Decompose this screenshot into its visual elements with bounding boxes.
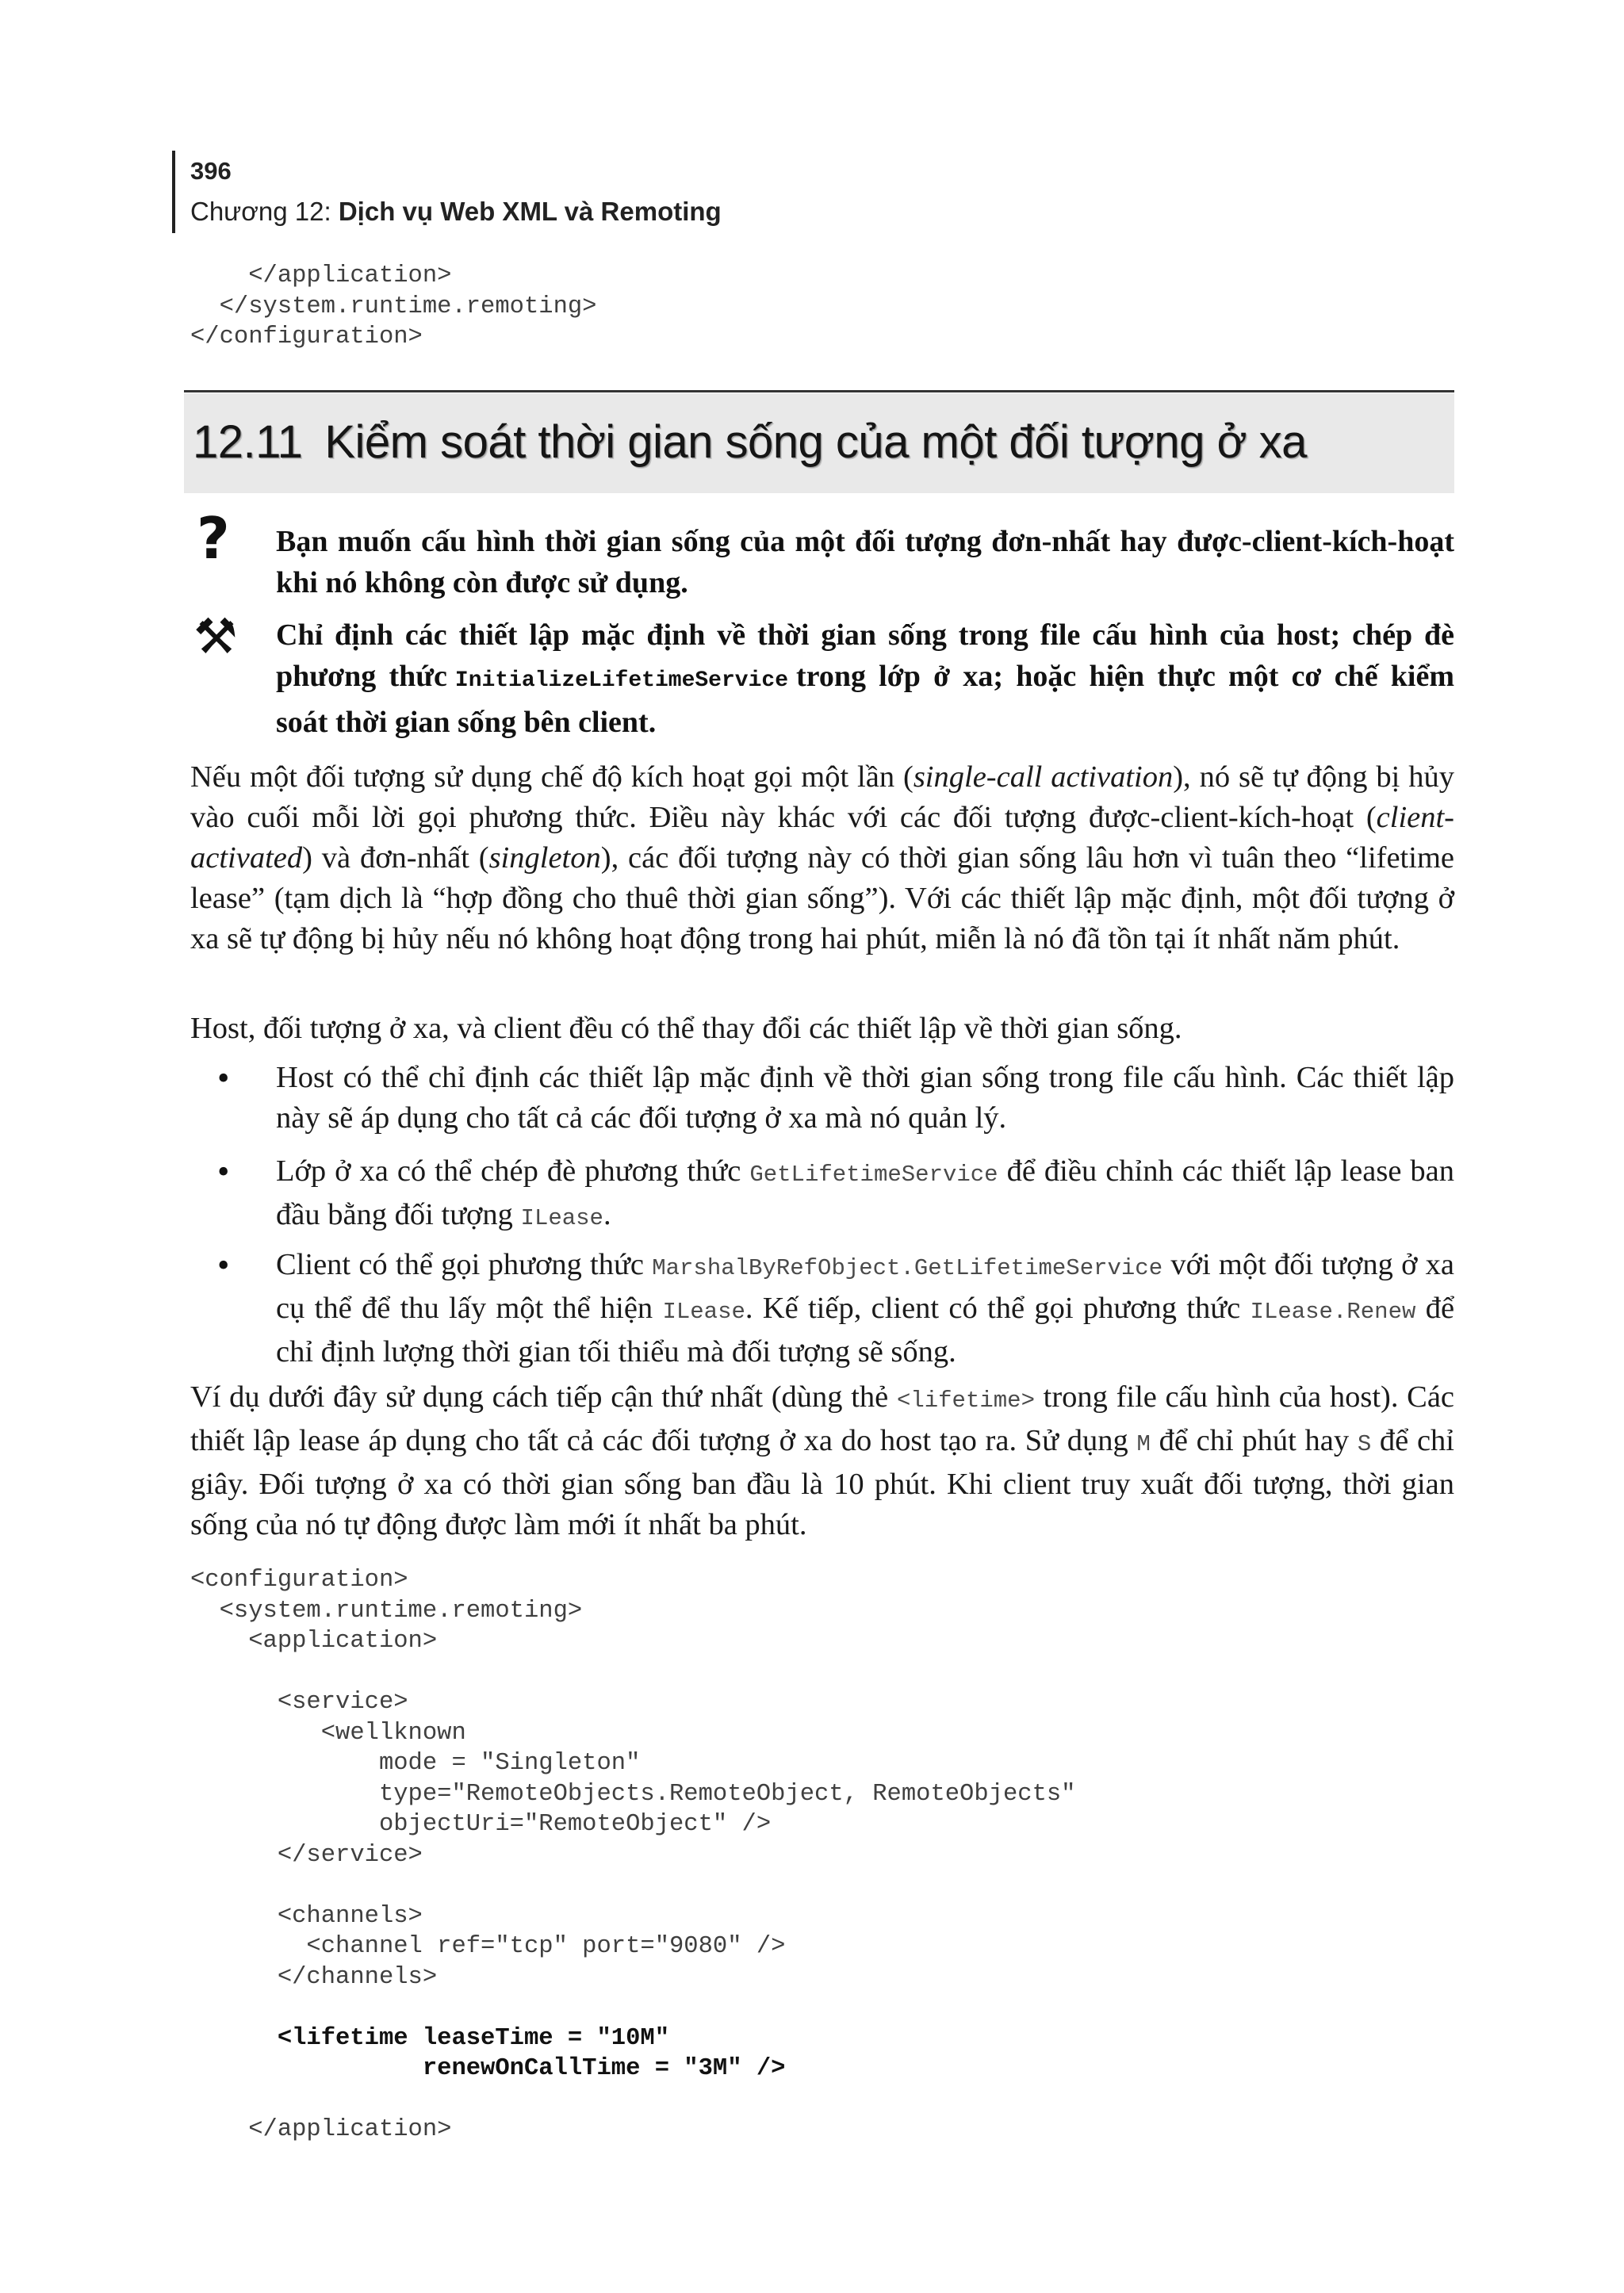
para1-text-2: ), nó sẽ tự động bị hủy vào cuối mỗi lời gọi phương thức. Điều này khác với các đối tượng được-client-kích-hoạt ( [190, 760, 1454, 834]
bullet-host: Host có thể chỉ định các thiết lập mặc định về thời gian sống trong file cấu hình. Các thiết lập này sẽ áp dụng cho tất cả các đối tượng ở xa mà nó quản lý. [276, 1061, 1454, 1135]
bullet2-text-2: để điều chỉnh các thiết lập lease ban đầu bằng đối tượng [276, 1154, 1454, 1231]
bullet3-code-2: ILease [662, 1299, 745, 1325]
para1-text-1: Nếu một đối tượng sử dụng chế độ kích hoạt gọi một lần ( [190, 760, 914, 794]
paragraph-example-intro [190, 1377, 1454, 1545]
para1-em-1: single-call activation [913, 760, 1174, 794]
bullet3-code-1: MarshalByRefObject.GetLifetimeService [652, 1255, 1163, 1281]
para1-text-4: ), các đối tượng này có thời gian sống lâu hơn vì tuân theo “lifetime lease” (tạm dịch là “hợp đồng cho thuê thời gian sống”). Với các thiết lập mặc định, một đối tượng ở xa sẽ tự động bị hủy nếu nó không hoạt động trong hai phút, miễn là nó đã tồn tại ít nhất năm phút. [190, 841, 1454, 955]
para3-text-3: để chỉ phút hay [1159, 1424, 1350, 1457]
solution-text-2: trong lớp ở xa; hoặc hiện thực một cơ chế kiểm soát thời gian sống bên client. [276, 660, 1454, 739]
para3-text-2: trong file cấu hình của host). Các thiết lập lease áp dụng cho tất cả các đối tượng ở xa do host tạo ra. Sử dụng [190, 1380, 1454, 1457]
running-head [190, 195, 722, 228]
bullet-remote-class [276, 1151, 1454, 1238]
para1-em-3: singleton [488, 841, 601, 875]
bullet-dot: • [217, 1152, 230, 1191]
bullet2-text-3: . [603, 1198, 611, 1231]
bullet3-text-2: với một đối tượng ở xa cụ thể để thu lấy một thể hiện [276, 1248, 1455, 1325]
bullet3-text-3: . Kế tiếp, client có thể gọi phương thức [745, 1292, 1241, 1325]
para3-text-1: Ví dụ dưới đây sử dụng cách tiếp cận thứ nhất (dùng thẻ [190, 1380, 889, 1414]
code-config-body: <configuration> <system.runtime.remoting> <application> <service> <wellknown mode = "Singleton" type="RemoteObjects.RemoteObject, RemoteObjects" objectUri="RemoteObject" /> </service> <channels> <channel ref="tcp" port="9080" /> </channels> [190, 1567, 1076, 1991]
bullet3-text-1: Client có thể gọi phương thức [276, 1248, 644, 1281]
solution-text-1: Chỉ định các thiết lập mặc định về thời gian sống trong file cấu hình của host; chép đè phương thức [276, 618, 1454, 693]
chapter-title: Dịch vụ Web XML và Remoting [338, 197, 722, 226]
solution-text [276, 614, 1454, 743]
para3-text-4: để chỉ giây. Đối tượng ở xa có thời gian sống ban đầu là 10 phút. Khi client truy xuất đối tượng, thời gian sống của nó tự động được làm mới ít nhất ba phút. [190, 1424, 1454, 1541]
section-number: 12.11 [193, 416, 303, 468]
page-number: 396 [190, 157, 232, 185]
paragraph-who-can-change: Host, đối tượng ở xa, và client đều có thể thay đổi các thiết lập về thời gian sống. [190, 1012, 1182, 1045]
para1-text-3: ) và đơn-nhất ( [302, 841, 489, 875]
question-mark-icon: ? [197, 505, 230, 572]
bullet3-text-4: để chỉ định lượng thời gian tối thiểu mà đối tượng sẽ sống. [276, 1292, 1455, 1369]
para3-code-1: <lifetime> [896, 1388, 1035, 1414]
code-lifetime-bold: <lifetime leaseTime = "10M" renewOnCallTime = "3M" /> [277, 2024, 786, 2082]
code-block-config [190, 1565, 1075, 2146]
chapter-label: Chương 12: [190, 197, 331, 226]
paragraph-lifetime-intro [190, 757, 1454, 959]
para3-code-2: M [1136, 1431, 1151, 1457]
code-block-top: </application> </system.runtime.remoting> </configuration> [190, 262, 597, 350]
para1-em-2: client-activated [190, 801, 1454, 875]
bullet3-code-3: ILease.Renew [1250, 1299, 1416, 1325]
tools-icon: ⚒ [193, 607, 238, 665]
bullet2-code-1: GetLifetimeService [749, 1162, 998, 1188]
bullet-dot: • [217, 1058, 230, 1097]
bullet2-code-2: ILease [520, 1205, 603, 1231]
header-rule [172, 151, 175, 233]
bullet-dot: • [217, 1246, 230, 1284]
solution-code: InitializeLifetimeService [454, 668, 788, 693]
section-title-text: Kiểm soát thời gian sống của một đối tượng ở xa [324, 416, 1307, 468]
bullet2-text-1: Lớp ở xa có thể chép đè phương thức [276, 1154, 741, 1188]
section-rule [184, 390, 1454, 392]
para3-code-3: S [1357, 1431, 1372, 1457]
section-title [193, 411, 1307, 474]
bullet-client [276, 1245, 1454, 1372]
code-config-end: </application> [248, 2116, 452, 2143]
problem-text: Bạn muốn cấu hình thời gian sống của một đối tượng đơn-nhất hay được-client-kích-hoạt khi nó không còn được sử dụng. [276, 525, 1454, 599]
